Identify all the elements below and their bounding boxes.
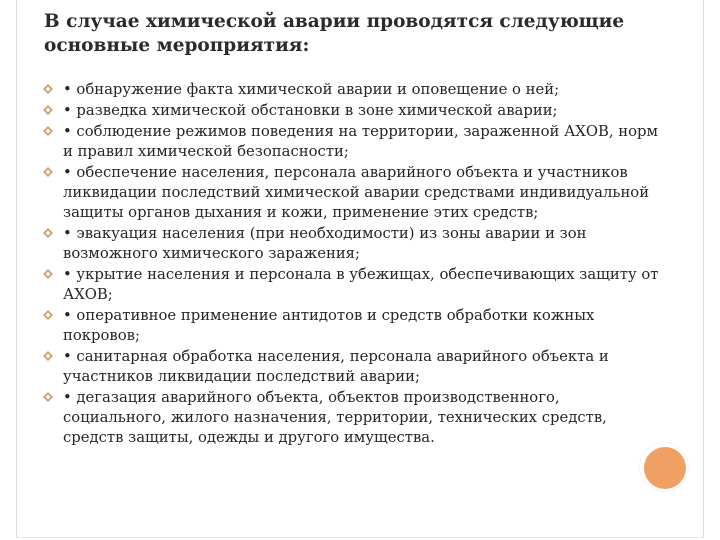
list-item [0, 80, 720, 100]
list-item [0, 388, 720, 448]
hollow-diamond-icon [42, 309, 54, 321]
list-item-text: • укрытие населения и персонала в убежищах, обеспечивающих защиту от АХОВ; [63, 266, 659, 303]
hollow-diamond-icon [42, 391, 54, 403]
hollow-diamond-icon [42, 125, 54, 137]
list-item-text: • обнаружение факта химической аварии и оповещение о ней; [63, 81, 560, 98]
list-item-text: • оперативное применение антидотов и средств обработки кожных покровов; [63, 307, 595, 344]
hollow-diamond-icon [42, 83, 54, 95]
list-item-text: • обеспечение населения, персонала аварийного объекта и участников ликвидации последствий химической аварии средствами индивидуальной защиты органов дыхания и кожи, применение этих средств; [63, 164, 650, 221]
hollow-diamond-icon [42, 227, 54, 239]
slide-title: В случае химической аварии проводятся следующие основные мероприятия: [44, 11, 625, 56]
list-item-text: • санитарная обработка населения, персонала аварийного объекта и участников ликвидации последствий аварии; [63, 348, 609, 385]
list-item-text: • разведка химической обстановки в зоне химической аварии; [63, 102, 558, 119]
list-item [0, 224, 720, 264]
list-item [0, 163, 720, 223]
hollow-diamond-icon [42, 350, 54, 362]
hollow-diamond-icon [42, 104, 54, 116]
bullet-list [0, 80, 720, 448]
list-item-text: • эвакуация населения (при необходимости) из зоны аварии и зон возможного химического заражения; [63, 225, 587, 262]
list-item [0, 306, 720, 346]
list-item [0, 122, 720, 162]
decorative-circle [644, 447, 686, 489]
list-item-text: • дегазация аварийного объекта, объектов производственного, социального, жилого назначения, территории, технических средств, средств защиты, одежды и другого имущества. [63, 389, 607, 446]
hollow-diamond-icon [42, 268, 54, 280]
list-item [0, 265, 720, 305]
list-item [0, 347, 720, 387]
hollow-diamond-icon [42, 166, 54, 178]
list-item [0, 101, 720, 121]
list-item-text: • соблюдение режимов поведения на территории, зараженной АХОВ, норм и правил химической безопасности; [63, 123, 659, 160]
